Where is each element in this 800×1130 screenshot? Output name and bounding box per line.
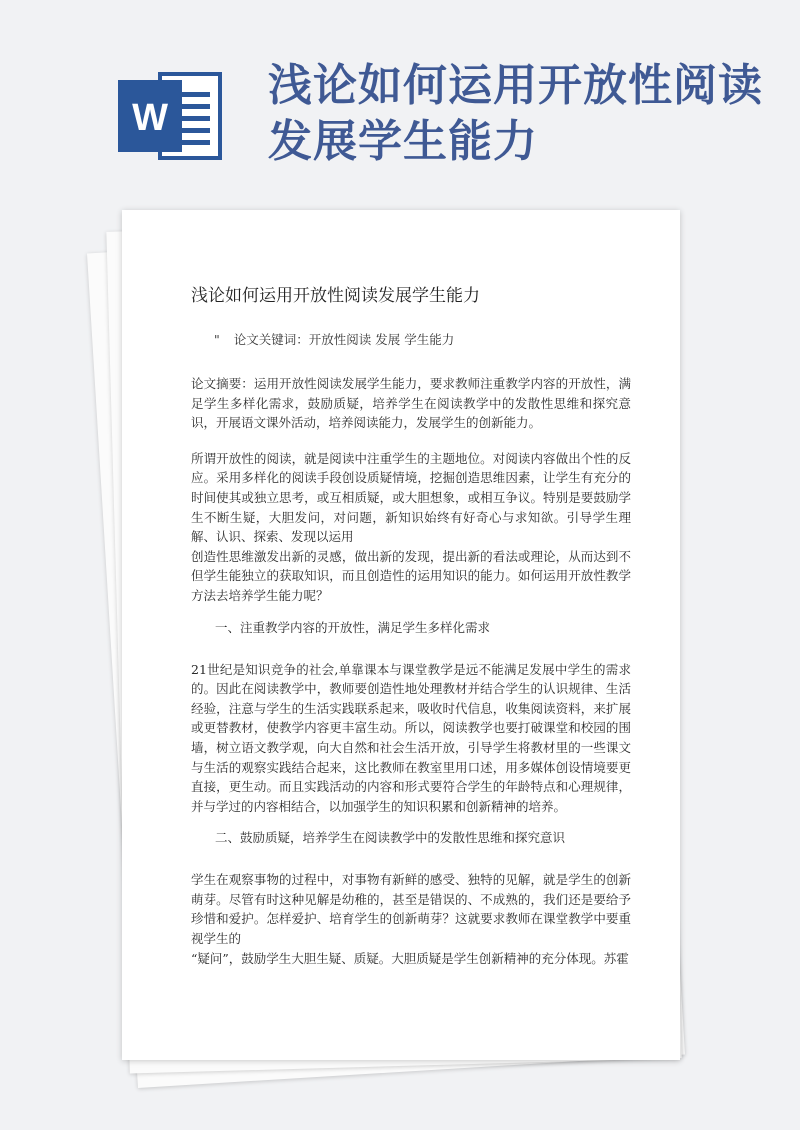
keywords-text: 论文关键词：开放性阅读 发展 学生能力 [233, 332, 455, 347]
section-heading: 二、鼓励质疑，培养学生在阅读教学中的发散性思维和探究意识 [215, 830, 566, 846]
keywords-quote-mark: " [214, 332, 220, 347]
svg-text:W: W [132, 97, 168, 139]
body-paragraph: 学生在观察事物的过程中，对事物有新鲜的感受、独特的见解，就是学生的创新萌芽。尽管有时这种见解是幼稚的，甚至是错误的、不成熟的，我们还是要给予珍惜和爱护。怎样爱护、培育学生的创新萌芽？这就要求教师在课堂教学中要重视学生的 [191, 872, 631, 947]
body-paragraph: 所谓开放性的阅读，就是阅读中注重学生的主题地位。对阅读内容做出个性的反应。采用多样化的阅读手段创设质疑情境，挖掘创造思维因素，让学生有充分的时间使其或独立思考，或互相质疑，或大胆想象，或相互争议。特别是要鼓励学生不断生疑，大胆发问，对问题，新知识始终有好奇心与求知欲。引导学生理解、认识、探索、发现以运用 [191, 450, 631, 545]
keywords-line [214, 330, 454, 350]
body-paragraph: “疑问”，鼓励学生大胆生疑、质疑。大胆质疑是学生创新精神的充分体现。苏霍 [191, 950, 629, 966]
document-body [191, 374, 631, 968]
document-title: 浅论如何运用开放性阅读发展学生能力 [191, 286, 480, 306]
section-heading: 一、注重教学内容的开放性，满足学生多样化需求 [215, 619, 491, 635]
body-paragraph: 创造性思维激发出新的灵感，做出新的发现，提出新的看法或理论，从而达到不但学生能独立的获取知识，而且创造性的运用知识的能力。如何运用开放性教学方法去培养学生能力呢？ [191, 548, 631, 603]
body-paragraph: 21世纪是知识竞争的社会,单靠课本与课堂教学是远不能满足发展中学生的需求的。因此在阅读教学中，教师要创造性地处理教材并结合学生的认识规律、生活经验，注意与学生的生活实践联系起来，吸收时代信息，收集阅读资料，来扩展或更替教材，使教学内容更丰富生动。所以，阅读教学也要打破课堂和校园的围墙，树立语文教学观，向大自然和社会生活开放，引导学生将教材里的一些课文与生活的观察实践结合起来，这比教师在教室里用口述，用多媒体创设情境要更直接，更生动。而且实践活动的内容和形式要符合学生的年龄特点和心理规律，并与学过的内容相结合，以加强学生的知识积累和创新精神的培养。 [191, 661, 631, 814]
banner-title: 浅论如何运用开放性阅读发展学生能力 [268, 60, 763, 167]
body-paragraph: 论文摘要：运用开放性阅读发展学生能力，要求教师注重教学内容的开放性，满足学生多样化需求，鼓励质疑，培养学生在阅读教学中的发散性思维和探究意识，开展语文课外活动，培养阅读能力，发展学生的创新能力。 [191, 376, 631, 431]
word-document-icon [118, 70, 222, 162]
